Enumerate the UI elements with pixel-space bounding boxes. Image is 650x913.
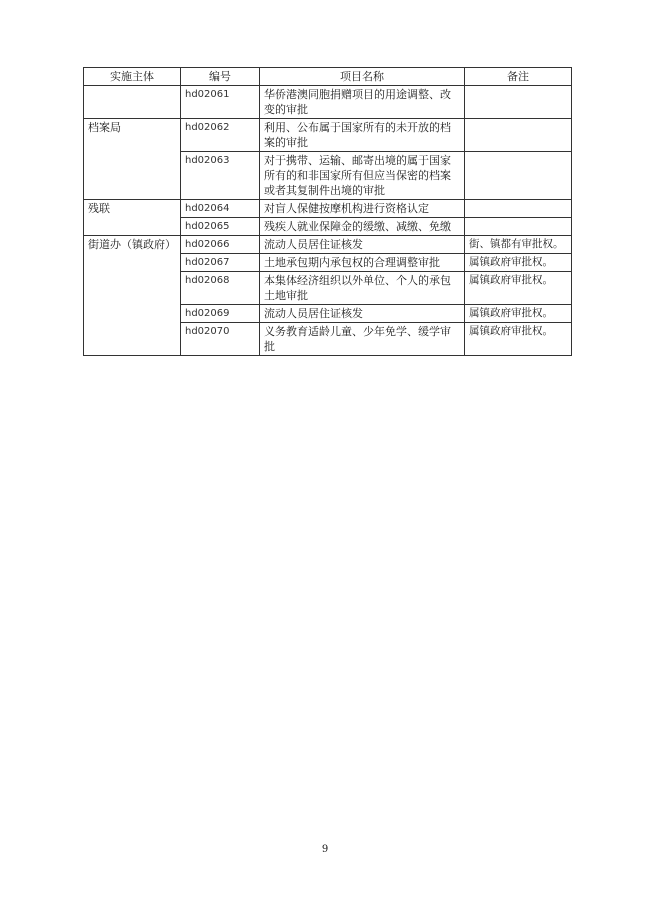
item-code: hd02067 (181, 254, 260, 272)
table-row (84, 86, 572, 119)
item-note: 属镇政府审批权。 (465, 254, 572, 272)
header-code: 编号 (181, 68, 260, 86)
item-note (465, 200, 572, 218)
item-name: 利用、公布属于国家所有的未开放的档案的审批 (260, 119, 465, 152)
item-name: 义务教育适龄儿童、少年免学、缓学审批 (260, 323, 465, 356)
item-name: 残疾人就业保障金的缓缴、减缴、免缴 (260, 218, 465, 236)
entity-cell: 街道办（镇政府） (84, 236, 181, 356)
item-note: 属镇政府审批权。 (465, 323, 572, 356)
header-note: 备注 (465, 68, 572, 86)
item-code: hd02064 (181, 200, 260, 218)
item-code: hd02061 (181, 86, 260, 119)
item-note: 街、镇都有审批权。 (465, 236, 572, 254)
item-code: hd02068 (181, 272, 260, 305)
entity-cell (84, 86, 181, 119)
item-code: hd02066 (181, 236, 260, 254)
item-code: hd02062 (181, 119, 260, 152)
item-code: hd02069 (181, 305, 260, 323)
approval-items-table (83, 67, 572, 356)
item-name: 本集体经济组织以外单位、个人的承包土地审批 (260, 272, 465, 305)
table-row (84, 236, 572, 254)
item-name: 华侨港澳同胞捐赠项目的用途调整、改变的审批 (260, 86, 465, 119)
table-row (84, 119, 572, 152)
header-item-name: 项目名称 (260, 68, 465, 86)
item-note (465, 218, 572, 236)
page-number: 9 (321, 844, 329, 855)
item-code: hd02065 (181, 218, 260, 236)
item-code: hd02070 (181, 323, 260, 356)
item-name: 流动人员居住证核发 (260, 305, 465, 323)
item-note (465, 119, 572, 152)
header-entity: 实施主体 (84, 68, 181, 86)
item-name: 土地承包期内承包权的合理调整审批 (260, 254, 465, 272)
item-code: hd02063 (181, 152, 260, 200)
item-name: 流动人员居住证核发 (260, 236, 465, 254)
table-header-row (84, 68, 572, 86)
item-note: 属镇政府审批权。 (465, 272, 572, 305)
item-note (465, 152, 572, 200)
entity-cell: 残联 (84, 200, 181, 236)
item-name: 对盲人保健按摩机构进行资格认定 (260, 200, 465, 218)
entity-cell: 档案局 (84, 119, 181, 200)
table-row (84, 200, 572, 218)
item-name: 对于携带、运输、邮寄出境的属于国家所有的和非国家所有但应当保密的档案或者其复制件出境的审批 (260, 152, 465, 200)
item-note (465, 86, 572, 119)
item-note: 属镇政府审批权。 (465, 305, 572, 323)
